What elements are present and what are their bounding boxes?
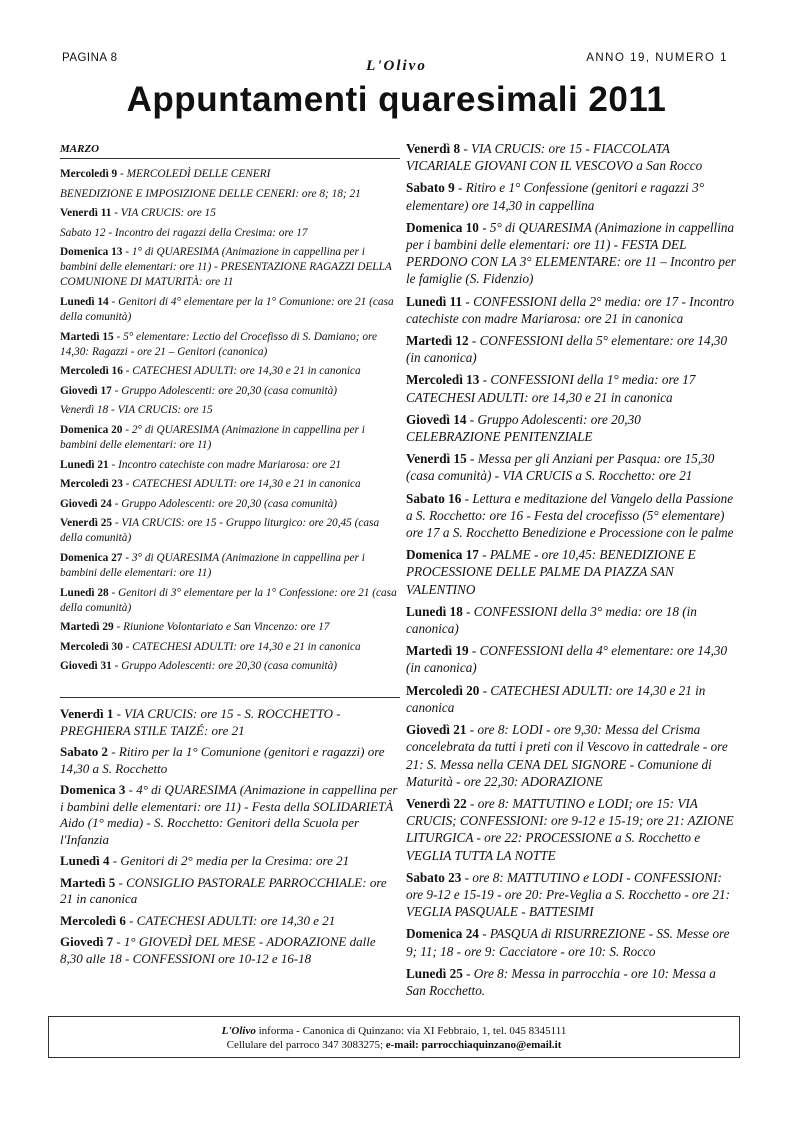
calendar-entry: [60, 364, 400, 379]
entry-day: Giovedì 7: [60, 934, 114, 950]
entry-day: Mercoledì 16: [60, 365, 123, 378]
entry-day: Venerdì 25: [60, 517, 112, 530]
calendar-entry: [406, 642, 736, 676]
entry-day: Sabato 23: [406, 869, 462, 885]
entry-text: - ore 8: MATTUTINO e LODI; ore 15: VIA CRUCIS; CONFESSIONI: ore 9-12 e 15-19; ore 21: AZIONE LITURGICA - ore 22: PROCESSIONE a S. Rocchetto e VEGLIA TUTTA LA NOTTE: [406, 795, 734, 863]
paper-name: L'Olivo: [366, 58, 427, 74]
entry-text: - MERCOLEDÌ DELLE CENERI: [117, 168, 271, 180]
entry-text: - 5° di QUARESIMA (Animazione in cappellina per i bambini delle elementari: ore 11) - FESTA DEL PERDONO CON LA 3° ELEMENTARE: ore 11 – Incontro per le famiglie (S. Fidenzio): [406, 219, 736, 287]
calendar-entry: [60, 477, 400, 492]
calendar-entry: [406, 490, 736, 542]
calendar-entry: [406, 795, 736, 864]
entry-text: - CONFESSIONI della 5° elementare: ore 14,30 (in canonica): [406, 333, 728, 366]
entry-day: Domenica 3: [60, 782, 126, 798]
entry-day: Sabato 9: [406, 180, 455, 196]
entry-day: Mercoledì 20: [406, 682, 480, 698]
entry-day: Giovedì 21: [406, 722, 467, 738]
calendar-entry: [60, 330, 400, 360]
footer-line-2: [49, 1038, 739, 1052]
entry-text: - Incontro catechiste con madre Mariarosa: ore 21: [108, 458, 342, 471]
entry-day: Mercoledì 13: [406, 372, 480, 388]
entry-day: Mercoledì 6: [60, 912, 126, 928]
entry-text: - CATECHESI ADULTI: ore 14,30 e 21 in canonica: [122, 478, 361, 491]
entry-day: Domenica 24: [406, 926, 479, 942]
calendar-entry: [60, 620, 400, 635]
entry-text: Sabato 12 - Incontro dei ragazzi della Cresima: ore 17: [60, 226, 308, 239]
page-number: PAGINA 8: [62, 52, 118, 64]
calendar-entry: [406, 721, 736, 790]
footer-paper-name: L'Olivo: [221, 1025, 256, 1037]
april-list-right: [406, 140, 736, 999]
calendar-entry: [60, 934, 400, 967]
entry-day: Lunedì 28: [60, 586, 109, 599]
entry-day: Martedì 15: [60, 330, 114, 343]
entry-text: - Ritiro per la 1° Comunione (genitori e ragazzi) ore 14,30 a S. Rocchetto: [60, 744, 385, 776]
entry-text: BENEDIZIONE E IMPOSIZIONE DELLE CENERI: ore 8; 18; 21: [60, 187, 361, 200]
entry-day: Martedì 29: [60, 621, 114, 634]
issue-number: ANNO 19, NUMERO 1: [586, 52, 728, 64]
entry-day: Sabato 16: [406, 490, 462, 506]
entry-text: - CATECHESI ADULTI: ore 14,30 e 21: [125, 912, 336, 928]
calendar-entry: [60, 875, 400, 908]
calendar-entry: [60, 423, 400, 453]
entry-day: Venerdì 22: [406, 795, 467, 811]
entry-text: - 1° GIOVEDÌ DEL MESE - ADORAZIONE dalle 8,30 alle 18 - CONFESSIONI ore 10-12 e 16-18: [60, 934, 376, 966]
calendar-entry: [406, 869, 736, 921]
entry-day: Martedì 19: [406, 643, 469, 659]
entry-day: Mercoledì 30: [60, 640, 123, 653]
calendar-entry: [60, 640, 400, 655]
calendar-entry: [406, 219, 736, 288]
calendar-entry: [60, 782, 400, 848]
entry-text: - Genitori di 2° media per la Cresima: ore 21: [109, 853, 350, 869]
calendar-entry: [60, 187, 400, 202]
calendar-entry: [60, 384, 400, 399]
entry-text: - VIA CRUCIS: ore 15 - Gruppo liturgico: ore 20,45 (casa della comunità): [60, 517, 380, 545]
entry-day: Lunedì 18: [406, 603, 463, 619]
calendar-entry: [406, 371, 736, 405]
calendar-entry: [406, 332, 736, 366]
entry-day: Domenica 10: [406, 219, 479, 235]
calendar-entry: [406, 293, 736, 327]
entry-day: Venerdì 11: [60, 207, 112, 220]
calendar-entry: [60, 706, 400, 739]
entry-text: - VIA CRUCIS: ore 15 - FIACCOLATA VICARIALE GIOVANI CON IL VESCOVO a San Rocco: [406, 141, 703, 174]
calendar-entry: [60, 403, 400, 418]
entry-text: - VIA CRUCIS: ore 15: [111, 207, 216, 220]
entry-text: - CONFESSIONI della 1° media: ore 17 CATECHESI ADULTI: ore 14,30 e 21 in canonica: [406, 372, 696, 405]
calendar-entry: [60, 226, 400, 241]
calendar-entry: [60, 458, 400, 473]
entry-day: Lunedì 4: [60, 853, 110, 869]
entry-text: - Gruppo Adolescenti: ore 20,30 (casa comunità): [111, 660, 338, 673]
april-list-left: [60, 706, 400, 967]
calendar-entry: [60, 659, 400, 674]
calendar-entry: [406, 603, 736, 637]
entry-text: - Lettura e meditazione del Vangelo della Passione a S. Rocchetto: ore 16 - Festa del crocefisso (5° elementare) ore 17 a S. Rocchetto Benedizione e Processione con le palme: [406, 490, 734, 541]
entry-day: Venerdì 15: [406, 451, 467, 467]
calendar-entry: [60, 295, 400, 325]
entry-day: Giovedì 31: [60, 660, 112, 673]
calendar-entry: [406, 965, 736, 999]
entry-day: Sabato 2: [60, 744, 109, 760]
entry-text: - CONFESSIONI della 2° media: ore 17 - Incontro catechiste con madre Mariarosa: ore 21 in canonica: [406, 293, 735, 326]
month-separator-april: [60, 697, 400, 698]
entry-text: - Gruppo Adolescenti: ore 20,30 (casa comunità): [111, 497, 338, 510]
entry-text: - CATECHESI ADULTI: ore 14,30 e 21 in canonica: [406, 682, 706, 715]
entry-text: - VIA CRUCIS: ore 15 - S. ROCCHETTO - PREGHIERA STILE TAIZÉ: ore 21: [60, 706, 341, 738]
calendar-entry: [60, 206, 400, 221]
month-heading-march: MARZO: [60, 142, 400, 159]
footer-email[interactable]: e-mail: parrocchiaquinzano@email.it: [385, 1039, 562, 1051]
entry-text: - Genitori di 4° elementare per la 1° Comunione: ore 21 (casa della comunità): [60, 295, 394, 323]
march-list: [60, 167, 400, 674]
entry-day: Venerdì 1: [60, 706, 114, 722]
entry-text: - CONFESSIONI della 4° elementare: ore 14,30 (in canonica): [406, 643, 728, 676]
entry-text: - PASQUA di RISURREZIONE - SS. Messe ore 9; 11; 18 - ore 9: Cacciatore - ore 10: S. Rocco: [406, 926, 730, 959]
calendar-entry: [60, 913, 400, 930]
footer-phone: Cellulare del parroco 347 3083275;: [226, 1039, 386, 1051]
entry-day: Venerdì 8: [406, 141, 461, 156]
entry-text: - CONSIGLIO PASTORALE PARROCCHIALE: ore 21 in canonica: [60, 874, 387, 907]
calendar-entry: [406, 546, 736, 598]
page-title: Appuntamenti quaresimali 2011: [126, 80, 667, 119]
entry-text: - PALME - ore 10,45: BENEDIZIONE E PROCESSIONE DELLE PALME DA PIAZZA SAN VALENTINO: [406, 547, 696, 597]
footer-contact: informa - Canonica di Quinzano: via XI Febbraio, 1, tel. 045 8345111: [255, 1025, 567, 1037]
entry-day: Lunedì 14: [60, 295, 109, 308]
entry-day: Domenica 20: [60, 423, 123, 436]
left-column: [60, 142, 400, 972]
entry-text: - 3° di QUARESIMA (Animazione in cappellina per i bambini delle elementari: ore 11): [60, 551, 365, 579]
entry-text: - 2° di QUARESIMA (Animazione in cappellina per i bambini delle elementari: ore 11): [60, 423, 365, 451]
entry-text: - 4° di QUARESIMA (Animazione in cappellina per i bambini delle elementari: ore 11) - Festa della SOLIDARIETÀ Aido (1° media) - S. Rocchetto: Genitori della Scuola per l'Infanzia: [60, 782, 398, 847]
entry-text: - Messa per gli Anziani per Pasqua: ore 15,30 (casa comunità) - VIA CRUCIS a S. Rocchetto: ore 21: [406, 451, 715, 484]
entry-text: Venerdì 18 - VIA CRUCIS: ore 15: [60, 404, 213, 417]
entry-text: - ore 8: MATTUTINO e LODI - CONFESSIONI: ore 9-12 e 15-19 - ore 20: Pre-Veglia a S. Rocchetto - ore 21: VEGLIA PASQUALE - BATTESIMI: [406, 869, 730, 920]
calendar-entry: [60, 744, 400, 777]
calendar-entry: [406, 140, 736, 174]
entry-day: Martedì 5: [60, 874, 116, 890]
calendar-entry: [406, 450, 736, 484]
entry-day: Mercoledì 23: [60, 478, 123, 491]
footer-line-1: [49, 1024, 739, 1038]
entry-day: Domenica 13: [60, 246, 123, 259]
calendar-entry: [406, 682, 736, 716]
entry-text: - Riunione Volontariato e San Vincenzo: ore 17: [113, 621, 330, 634]
entry-text: - Gruppo Adolescenti: ore 20,30 CELEBRAZIONE PENITENZIALE: [406, 411, 641, 445]
right-column: [406, 140, 736, 1004]
entry-day: Giovedì 14: [406, 411, 467, 427]
calendar-entry: [406, 179, 736, 213]
entry-day: Martedì 12: [406, 333, 469, 349]
entry-text: - CATECHESI ADULTI: ore 14,30 e 21 in canonica: [122, 640, 361, 653]
entry-day: Lunedì 11: [406, 293, 463, 309]
calendar-entry: [60, 497, 400, 512]
calendar-entry: [60, 853, 400, 870]
entry-day: Mercoledì 9: [60, 168, 118, 180]
entry-day: Lunedì 21: [60, 458, 109, 471]
entry-text: - 1° di QUARESIMA (Animazione in cappellina per i bambini delle elementari: ore 11) - PRESENTAZIONE RAGAZZI DELLA COMUNIONE DI MATURITÀ: ore 11: [60, 246, 392, 289]
entry-text: - CATECHESI ADULTI: ore 14,30 e 21 in canonica: [122, 365, 361, 378]
entry-text: - Genitori di 3° elementare per la 1° Confessione: ore 21 (casa della comunità): [60, 586, 397, 614]
calendar-entry: [60, 167, 400, 182]
calendar-entry: [60, 516, 400, 546]
entry-day: Giovedì 17: [60, 384, 112, 397]
footer-box: [48, 1016, 740, 1058]
entry-day: Domenica 17: [406, 547, 479, 563]
calendar-entry: [60, 245, 400, 290]
calendar-entry: [406, 411, 736, 445]
calendar-entry: [60, 586, 400, 616]
entry-text: - 5° elementare: Lectio del Crocefisso di S. Damiano; ore 14,30: Ragazzi - ore 21 – Genitori (canonica): [60, 330, 378, 358]
calendar-entry: [406, 925, 736, 959]
entry-day: Domenica 27: [60, 551, 123, 564]
entry-text: - ore 8: LODI - ore 9,30: Messa del Crisma concelebrata da tutti i preti con il Vescovo in cattedrale - ore 21: S. Messa nella CENA DEL SIGNORE - Comunione di Maturità - ore 22,30: ADORAZIONE: [406, 722, 728, 789]
entry-text: - Gruppo Adolescenti: ore 20,30 (casa comunità): [111, 384, 338, 397]
entry-text: - Ore 8: Messa in parrocchia - ore 10: Messa a San Rocchetto.: [406, 965, 716, 998]
calendar-entry: [60, 551, 400, 581]
entry-day: Lunedì 25: [406, 965, 463, 981]
entry-day: Giovedì 24: [60, 497, 112, 510]
entry-text: - CONFESSIONI della 3° media: ore 18 (in canonica): [406, 603, 697, 637]
entry-text: - Ritiro e 1° Confessione (genitori e ragazzi 3° elementare) ore 14,30 in cappellina: [406, 180, 704, 213]
